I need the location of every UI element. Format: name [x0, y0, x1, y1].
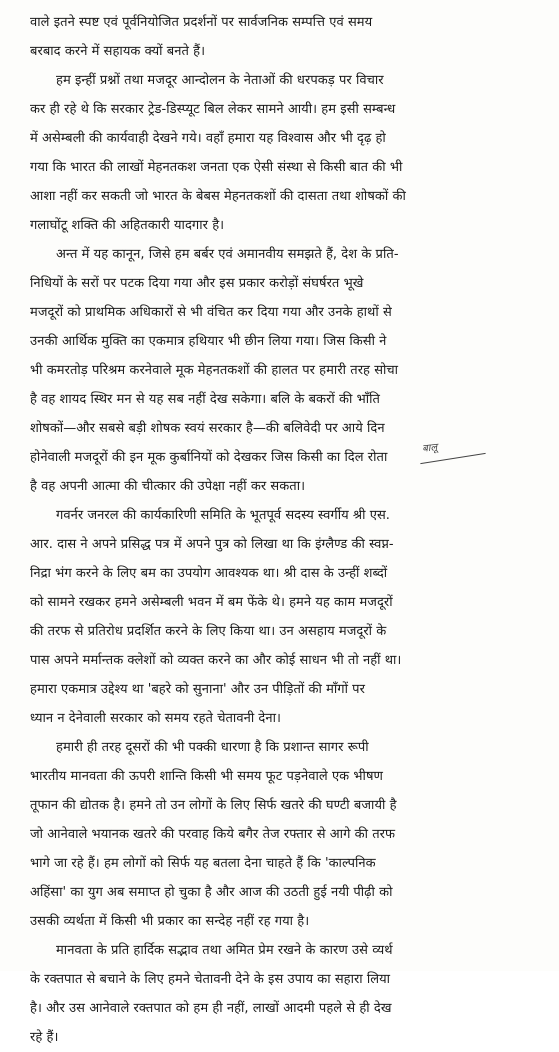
text-line: आशा नहीं कर सकती जो भारत के बेबस मेहनतकशों की दासता तथा शोषकों की: [30, 189, 406, 204]
text-line: भागे जा रहे हैं। हम लोगों को सिर्फ यह बतला देना चाहते हैं कि 'काल्पनिक: [30, 856, 376, 871]
text-line: भारतीय मानवता की ऊपरी शान्ति किसी भी समय फूट पड़नेवाले एक भीषण: [30, 769, 383, 784]
text-line: गलाघोंटू शक्ति की अहितकारी यादगार है।: [30, 218, 225, 233]
text-line: उसकी व्यर्थता में किसी भी प्रकार का सन्देह नहीं रह गया है।: [30, 914, 310, 929]
text-line: में असेम्बली की कार्यवाही देखने गये। वहाँ हमारा यह विश्वास और भी दृढ़ हो: [30, 131, 386, 146]
paragraph: [30, 501, 549, 733]
text-line: वाले इतने स्पष्ट एवं पूर्वनियोजित प्रदर्शनों पर सार्वजनिक सम्पत्ति एवं समय: [30, 15, 373, 30]
text-line: उनकी आर्थिक मुक्ति का एकमात्र हथियार भी छीन लिया गया। जिस किसी ने: [30, 334, 387, 349]
text-line: गया कि भारत की लाखों मेहनतकश जनता एक ऐसी संस्था से किसी बात की भी: [30, 160, 403, 175]
text-line: हमारी ही तरह दूसरों की भी पक्की धारणा है कि प्रशान्त सागर रूपी: [56, 740, 369, 755]
text-line: रहे हैं।: [30, 1030, 59, 1045]
text-line: गवर्नर जनरल की कार्यकारिणी समिति के भूतपूर्व सदस्य स्वर्गीय श्री एस.: [56, 508, 390, 523]
text-line: है वह अपनी आत्मा की चीत्कार की उपेक्षा नहीं कर सकता।: [30, 479, 306, 494]
paragraph: [30, 8, 549, 66]
text-line: को सामने रखकर हमने असेम्बली भवन में बम फेंके थे। हमने यह काम मजदूरों: [30, 595, 393, 610]
text-line: है वह शायद स्थिर मन से यह सब नहीं देख सकेगा। बलि के बकरों की भाँति: [30, 392, 380, 407]
text-line: आर. दास ने अपने प्रसिद्ध पत्र में अपने पुत्र को लिखा था कि इंग्लैण्ड की स्वप्न-: [30, 537, 394, 552]
text-line: अन्त में यह कानून, जिसे हम बर्बर एवं अमानवीय समझते हैं, देश के प्रति-: [56, 247, 399, 262]
paragraph: [30, 733, 549, 936]
text-line: होनेवाली मजदूरों की इन मूक कुर्बानियों को देखकर जिस किसी का दिल रोता: [30, 450, 388, 465]
text-line: शोषकों—और सबसे बड़ी शोषक स्वयं सरकार है—की बलिवेदी पर आये दिन: [30, 421, 385, 436]
text-line: ध्यान न देनेवाली सरकार को समय रहते चेतावनी देना।: [30, 711, 281, 726]
text-line: के रक्तपात से बचाने के लिए हमने चेतावनी देने के इस उपाय का सहारा लिया: [30, 972, 391, 987]
text-line: मानवता के प्रति हार्दिक सद्भाव तथा अमित प्रेम रखने के कारण उसे व्यर्थ: [56, 943, 393, 958]
text-line: मजदूरों को प्राथमिक अधिकारों से भी वंचित कर दिया गया और उनके हाथों से: [30, 305, 392, 320]
text-line: अहिंसा' का युग अब समाप्त हो चुका है और आज की उठती हुई नयी पीढ़ी को: [30, 885, 393, 900]
paragraph: [30, 66, 549, 240]
handwritten-margin-note: बालू: [421, 442, 438, 455]
text-line: जो आनेवाले भयानक खतरे की परवाह किये बगैर तेज रफ्तार से आगे की तरफ: [30, 827, 396, 842]
paragraph: [30, 936, 549, 1052]
text-line: बरबाद करने में सहायक क्यों बनते हैं।: [30, 44, 206, 59]
text-line: कर ही रहे थे कि सरकार ट्रेड-डिस्प्यूट बिल लेकर सामने आयी। हम इसी सम्बन्ध: [30, 102, 396, 117]
text-line: तूफान की द्योतक है। हमने तो उन लोगों के लिए सिर्फ खतरे की घण्टी बजायी है: [30, 798, 397, 813]
text-line: पास अपने मर्मान्तक क्लेशों को व्यक्त करने का और कोई साधन भी तो नहीं था।: [30, 653, 402, 668]
text-line: निद्रा भंग करने के लिए बम का उपयोग आवश्यक था। श्री दास के उन्हीं शब्दों: [30, 566, 388, 581]
document-body: [30, 8, 549, 1052]
paragraph: [30, 240, 549, 501]
text-line: की तरफ से प्रतिरोध प्रदर्शित करने के लिए किया था। उन असहाय मजदूरों के: [30, 624, 387, 639]
text-line: निधियों के सरों पर पटक दिया गया और इस प्रकार करोड़ों संघर्षरत भूखे: [30, 276, 364, 291]
text-line: है। और उस आनेवाले रक्तपात को हम ही नहीं, लाखों आदमी पहले से ही देख: [30, 1001, 392, 1016]
text-line: हम इन्हीं प्रश्नों तथा मजदूर आन्दोलन के नेताओं की धरपकड़ पर विचार: [56, 73, 384, 88]
text-line: हमारा एकमात्र उद्देश्य था 'बहरे को सुनाना' और उन पीड़ितों की माँगों पर: [30, 682, 365, 697]
text-line: भी कमरतोड़ परिश्रम करनेवाले मूक मेहनतकशों की हालत पर हमारी तरह सोचा: [30, 363, 399, 378]
